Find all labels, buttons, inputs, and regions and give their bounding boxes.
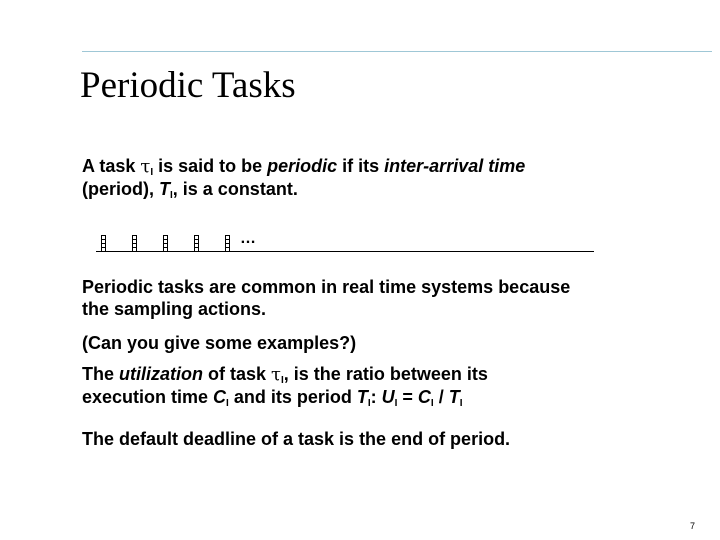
utilization-definition: The utilization of task $\tau_I$, is the ratio between its execution time $C_I$ and its period $T_I$: $U_I = C_I / T_I$	[82, 364, 488, 409]
slide-title: Periodic Tasks	[80, 65, 296, 106]
period-symbol: T	[356, 387, 368, 407]
title-rule	[82, 51, 712, 52]
arrival-marker	[225, 235, 230, 252]
default-deadline-statement: The default deadline of a task is the end of period.	[82, 429, 511, 449]
timeline-ellipsis: …	[240, 230, 256, 247]
tau-symbol: τ	[271, 364, 282, 385]
term-periodic: periodic	[267, 156, 338, 176]
arrival-marker	[101, 235, 106, 252]
periodic-arrival-timeline	[96, 224, 596, 254]
period-symbol: T	[159, 179, 170, 199]
examples-question: (Can you give some examples?)	[82, 333, 357, 353]
execution-time-symbol: C	[417, 387, 431, 407]
time-axis	[96, 251, 594, 252]
periodic-tasks-common: Periodic tasks are common in real time systems because the sampling actions.	[82, 277, 571, 319]
period-symbol: T	[448, 387, 460, 407]
tau-symbol: τ	[140, 156, 151, 177]
execution-time-symbol: C	[213, 387, 227, 407]
periodic-definition: A task $\tau_I$ is said to be periodic if its inter-arrival time (period), $T_I$, is a constant.	[82, 156, 526, 201]
term-utilization: utilization	[119, 364, 204, 384]
arrival-marker	[132, 235, 137, 252]
page-number: 7	[690, 521, 696, 531]
utilization-symbol: U	[381, 387, 395, 407]
term-inter-arrival-time: inter-arrival time	[384, 156, 526, 176]
arrival-marker	[163, 235, 168, 252]
arrival-marker	[194, 235, 199, 252]
